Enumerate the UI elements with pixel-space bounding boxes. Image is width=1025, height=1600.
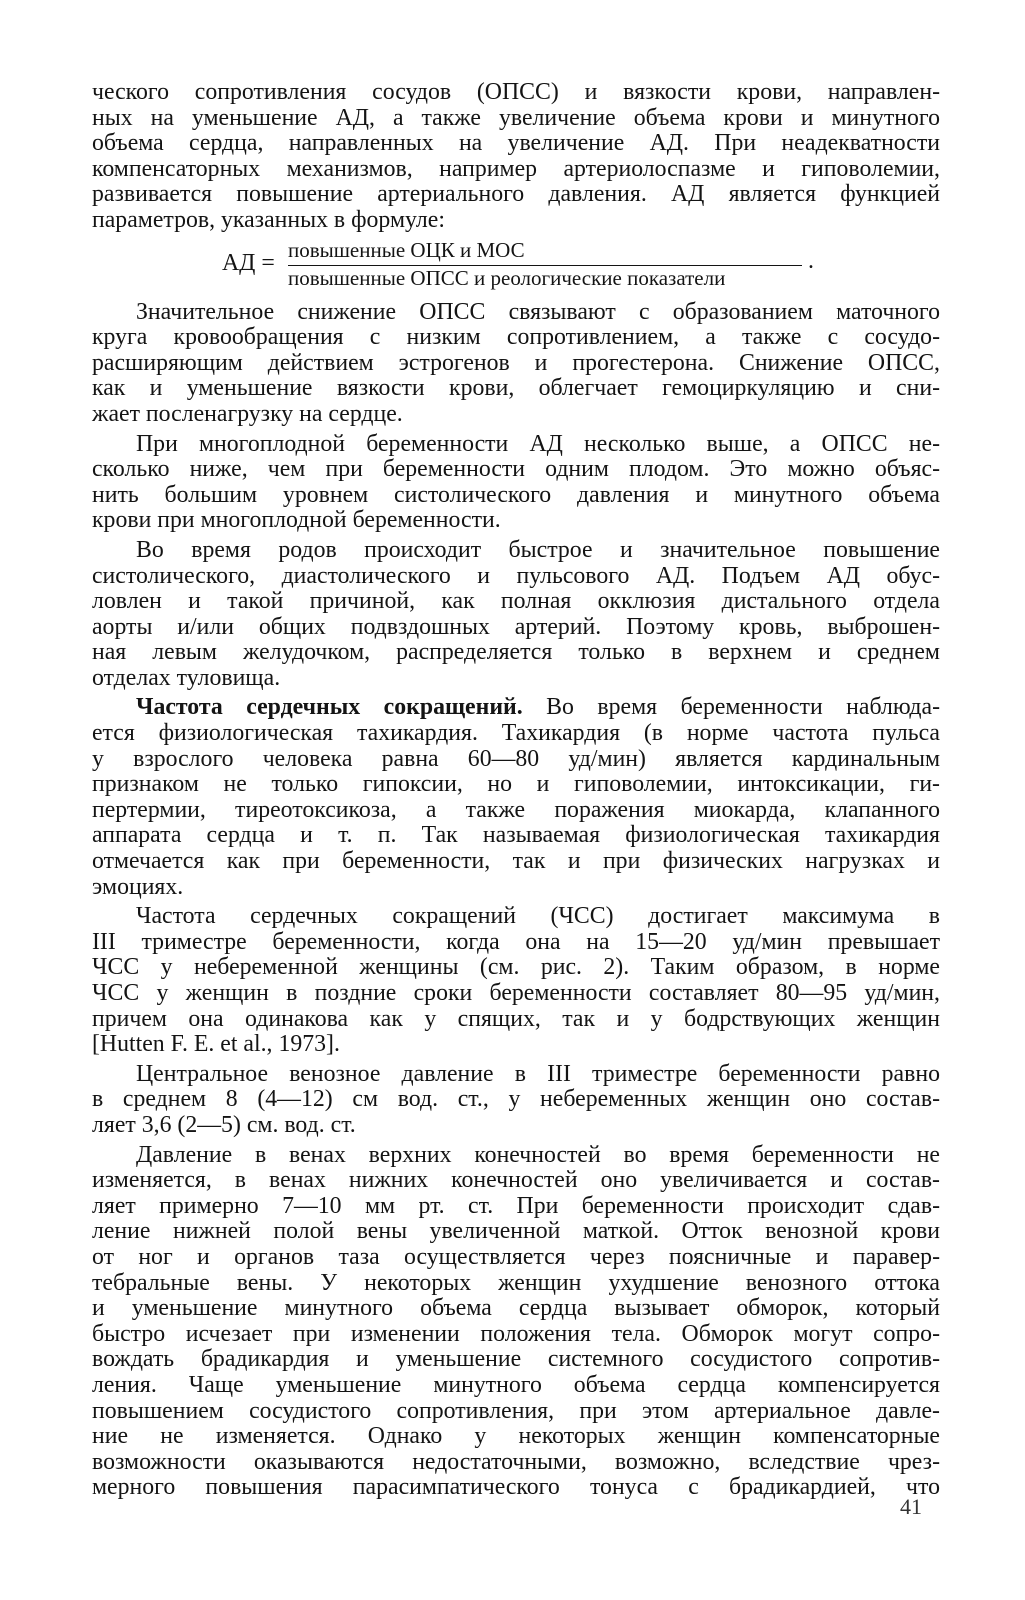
text-line: [Hutten F. E. et al., 1973].: [92, 1031, 340, 1058]
text-line: в среднем 8 (4—12) см вод. ст., у небеременных женщин оно состав-: [92, 1086, 940, 1113]
formula: [92, 238, 940, 290]
text-line: параметров, указанных в формуле:: [92, 206, 445, 233]
text-line: повышением сосудистого сопротивления, при этом артериальное давле-: [92, 1397, 940, 1424]
text-line: ления. Чаще уменьшение минутного объема сердца компенсируется: [92, 1371, 940, 1398]
text-line: изменяется, в венах нижних конечностей оно увеличивается и состав-: [92, 1167, 940, 1194]
text-line: ЧСС у женщин в поздние сроки беременности составляет 80—95 уд/мин,: [92, 980, 940, 1006]
paragraph-opss: [92, 300, 940, 428]
text-line: эмоциях.: [92, 873, 184, 900]
paragraph-multiple-pregnancy: [92, 432, 940, 534]
text-line: у взрослого человека равна 60—80 уд/мин) является кардинальным: [92, 745, 940, 772]
text-line: развивается повышение артериального давления. АД является функцией: [92, 181, 940, 208]
page-number: 41: [900, 1494, 922, 1519]
text-line: мерного повышения парасимпатического тонуса с брадикардией, что: [92, 1474, 940, 1501]
text-line: нить большим уровнем систолического давления и минутного объема: [92, 481, 940, 508]
text-line: ческого сопротивления сосудов (ОПСС) и вязкости крови, направлен-: [92, 79, 940, 105]
text-line: [92, 695, 940, 721]
text-line: Во время родов происходит быстрое и значительное повышение: [136, 536, 940, 563]
text-line: ление нижней полой вены увеличенной маткой. Отток венозной крови: [92, 1218, 940, 1245]
text-line: ЧСС у небеременной женщины (см. рис. 2). Таким образом, в норме: [92, 954, 940, 981]
text-line: отмечается как при беременности, так и при физических нагрузках и: [92, 848, 940, 875]
text-line: пертермии, тиреотоксикоза, а также поражения миокарда, клапанного: [92, 796, 940, 823]
text-line: объема сердца, направленных на увеличение АД. При неадекватности: [92, 130, 940, 157]
formula-denominator: повышенные ОПСС и реологические показатели: [288, 265, 726, 290]
text-line: причем она одинакова как у спящих, так и у бодрствующих женщин: [92, 1005, 940, 1032]
text-line: аорты и/или общих подвздошных артерий. Поэтому кровь, выброшен-: [92, 613, 940, 640]
text-line: жает посленагрузку на сердце.: [92, 400, 403, 427]
text-line: Значительное снижение ОПСС связывают с образованием маточного: [136, 298, 940, 325]
text-line: ловлен и такой причиной, как полная окклюзия дистального отдела: [92, 588, 940, 615]
text-line: ных на уменьшение АД, а также увеличение объема крови и минутного: [92, 104, 940, 131]
text-line: ется физиологическая тахикардия. Тахикардия (в норме частота пульса: [92, 720, 940, 747]
section-first-line: Во время беременности наблюда-: [522, 694, 941, 721]
text-line: и уменьшение минутного объема сердца вызывает обморок, который: [92, 1295, 940, 1322]
paragraph-intro: [92, 80, 940, 234]
text-line: Частота сердечных сокращений (ЧСС) достигает максимума в: [136, 903, 940, 930]
formula-end: .: [808, 247, 814, 274]
text-line: Центральное венозное давление в III триместре беременности равно: [136, 1060, 940, 1087]
text-line: III триместре беременности, когда она на 15—20 уд/мин превышает: [92, 928, 940, 955]
text-line: аппарата сердца и т. п. Так называемая физиологическая тахикардия: [92, 822, 940, 849]
page-body: [92, 80, 940, 1505]
text-line: возможности оказываются недостаточными, возможно, вследствие чрез-: [92, 1448, 940, 1475]
text-line: тебральные вены. У некоторых женщин ухудшение венозного оттока: [92, 1269, 940, 1296]
text-line: вождать брадикардия и уменьшение системного сосудистого сопротив-: [92, 1346, 940, 1373]
paragraph-labor: [92, 538, 940, 692]
formula-lhs: АД =: [222, 249, 275, 276]
text-line: ляет примерно 7—10 мм рт. ст. При беременности происходит сдав-: [92, 1192, 940, 1219]
text-line: ляет 3,6 (2—5) см. вод. ст.: [92, 1111, 356, 1138]
section-heading: Частота сердечных сокращений.: [136, 694, 523, 721]
text-line: быстро исчезает при изменении положения тела. Обморок могут сопро-: [92, 1320, 940, 1347]
text-line: расширяющим действием эстрогенов и прогестерона. Снижение ОПСС,: [92, 349, 940, 376]
text-line: ние не изменяется. Однако у некоторых женщин компенсаторные: [92, 1423, 940, 1450]
text-line: систолического, диастолического и пульсового АД. Подъем АД обус-: [92, 562, 940, 589]
text-line: ная левым желудочком, распределяется только в верхнем и среднем: [92, 639, 940, 666]
paragraph-cvp: [92, 1062, 940, 1139]
formula-numerator: повышенные ОЦК и МОС: [288, 237, 525, 262]
text-line: признаком не только гипоксии, но и гиповолемии, интоксикации, ги-: [92, 771, 940, 798]
section-heart-rate: [92, 695, 940, 900]
paragraph-venous-pressure: [92, 1143, 940, 1501]
text-line: Давление в венах верхних конечностей во время беременности не: [136, 1141, 940, 1168]
paragraph-hr-max: [92, 904, 940, 1058]
text-line: от ног и органов таза осуществляется через поясничные и паравер-: [92, 1243, 940, 1270]
text-line: крови при многоплодной беременности.: [92, 507, 501, 534]
text-line: круга кровообращения с низким сопротивлением, а также с сосудо-: [92, 324, 940, 351]
text-line: отделах туловища.: [92, 664, 281, 691]
text-line: При многоплодной беременности АД несколько выше, а ОПСС не-: [136, 430, 940, 457]
text-line: сколько ниже, чем при беременности одним плодом. Это можно объяс-: [92, 456, 940, 483]
text-line: компенсаторных механизмов, например артериолоспазме и гиповолемии,: [92, 155, 940, 182]
text-line: как и уменьшение вязкости крови, облегчает гемоциркуляцию и сни-: [92, 375, 940, 402]
